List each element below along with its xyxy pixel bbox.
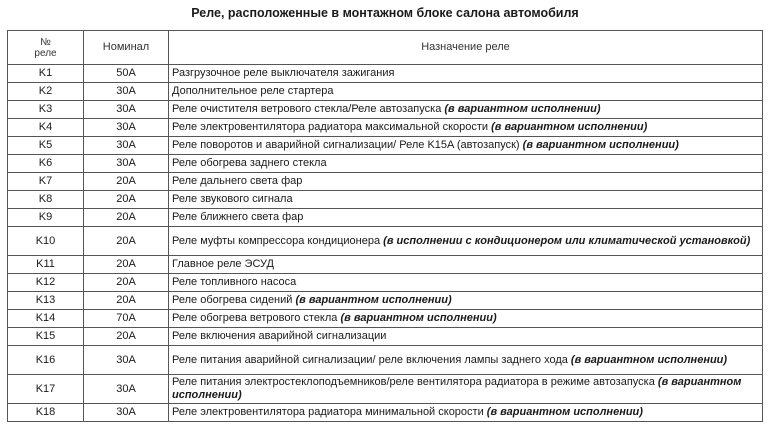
purpose-text: Реле обогрева сидений bbox=[172, 294, 296, 306]
purpose-text: Реле поворотов и аварийной сигнализации/ Реле K15A (автозапуск) bbox=[172, 139, 523, 151]
table-row bbox=[8, 65, 763, 83]
relay-purpose bbox=[169, 274, 763, 292]
header-purpose: Назначение реле bbox=[169, 31, 763, 65]
relay-rating: 50A bbox=[84, 65, 169, 83]
relay-id: K3 bbox=[8, 101, 84, 119]
relay-table bbox=[7, 30, 763, 422]
relay-id: K4 bbox=[8, 119, 84, 137]
table-row bbox=[8, 155, 763, 173]
purpose-text: Реле электровентилятора радиатора максимальной скорости bbox=[172, 121, 492, 133]
header-number-symbol: № bbox=[40, 36, 51, 48]
relay-id: K13 bbox=[8, 292, 84, 310]
relay-rating: 20A bbox=[84, 292, 169, 310]
purpose-text: Главное реле ЭСУД bbox=[172, 258, 274, 270]
header-number-label: реле bbox=[34, 47, 57, 59]
relay-rating: 20A bbox=[84, 256, 169, 274]
relay-purpose bbox=[169, 292, 763, 310]
relay-purpose bbox=[169, 119, 763, 137]
relay-purpose bbox=[169, 256, 763, 274]
purpose-text: Реле топливного насоса bbox=[172, 276, 297, 288]
purpose-note: (в вариантном исполнении) bbox=[522, 139, 679, 151]
relay-rating: 30A bbox=[84, 155, 169, 173]
purpose-text: Реле питания электростеклоподъемников/реле вентилятора радиатора в режиме автозапуска bbox=[172, 376, 658, 388]
table-row bbox=[8, 404, 763, 422]
relay-purpose bbox=[169, 83, 763, 101]
table-row bbox=[8, 256, 763, 274]
purpose-note: (в вариантном исполнении) bbox=[486, 406, 643, 418]
relay-purpose bbox=[169, 137, 763, 155]
purpose-text: Реле обогрева заднего стекла bbox=[172, 157, 327, 169]
relay-purpose bbox=[169, 328, 763, 346]
table-row bbox=[8, 375, 763, 404]
relay-rating: 30A bbox=[84, 375, 169, 404]
relay-rating: 20A bbox=[84, 173, 169, 191]
purpose-text: Реле звукового сигнала bbox=[172, 193, 293, 205]
relay-rating: 30A bbox=[84, 101, 169, 119]
relay-purpose bbox=[169, 155, 763, 173]
page-title: Реле, расположенные в монтажном блоке салона автомобиля bbox=[191, 6, 579, 20]
table-row bbox=[8, 83, 763, 101]
relay-purpose bbox=[169, 191, 763, 209]
relay-rating: 30A bbox=[84, 119, 169, 137]
relay-rating: 30A bbox=[84, 346, 169, 375]
relay-purpose bbox=[169, 404, 763, 422]
relay-id: K9 bbox=[8, 209, 84, 227]
relay-purpose bbox=[169, 209, 763, 227]
purpose-text: Реле электровентилятора радиатора минимальной скорости bbox=[172, 406, 487, 418]
purpose-text: Реле дальнего света фар bbox=[172, 175, 303, 187]
relay-purpose bbox=[169, 65, 763, 83]
purpose-note: (в вариантном исполнении) bbox=[444, 103, 601, 115]
header-rating: Номинал bbox=[84, 31, 169, 65]
purpose-note: (в вариантном исполнении) bbox=[172, 376, 742, 401]
relay-rating: 30A bbox=[84, 137, 169, 155]
purpose-text: Реле ближнего света фар bbox=[172, 211, 304, 223]
relay-id: K8 bbox=[8, 191, 84, 209]
purpose-text: Разгрузочное реле выключателя зажигания bbox=[172, 67, 395, 79]
table-header-row bbox=[8, 31, 763, 65]
purpose-note: (в исполнении с кондиционером или климатической установкой) bbox=[383, 234, 751, 247]
relay-id: K12 bbox=[8, 274, 84, 292]
purpose-note: (в вариантном исполнении) bbox=[491, 121, 648, 133]
table-row bbox=[8, 209, 763, 227]
table-row bbox=[8, 310, 763, 328]
relay-id: K1 bbox=[8, 65, 84, 83]
table-row bbox=[8, 101, 763, 119]
table-row bbox=[8, 328, 763, 346]
purpose-note: (в вариантном исполнении) bbox=[570, 353, 728, 366]
relay-rating: 20A bbox=[84, 191, 169, 209]
relay-id: K18 bbox=[8, 404, 84, 422]
relay-id: K17 bbox=[8, 375, 84, 404]
relay-rating: 20A bbox=[84, 227, 169, 256]
relay-rating: 30A bbox=[84, 83, 169, 101]
purpose-text: Реле включения аварийной сигнализации bbox=[172, 330, 387, 342]
table-row bbox=[8, 191, 763, 209]
relay-rating: 20A bbox=[84, 274, 169, 292]
table-row bbox=[8, 227, 763, 256]
header-number bbox=[8, 31, 84, 65]
relay-purpose bbox=[169, 173, 763, 191]
table-row bbox=[8, 274, 763, 292]
relay-id: K6 bbox=[8, 155, 84, 173]
relay-purpose bbox=[169, 346, 763, 375]
relay-id: K14 bbox=[8, 310, 84, 328]
relay-id: K7 bbox=[8, 173, 84, 191]
relay-rating: 70A bbox=[84, 310, 169, 328]
relay-rating: 30A bbox=[84, 404, 169, 422]
relay-purpose bbox=[169, 227, 763, 256]
relay-rating: 20A bbox=[84, 209, 169, 227]
table-row bbox=[8, 137, 763, 155]
table-row bbox=[8, 173, 763, 191]
table-row bbox=[8, 119, 763, 137]
purpose-text: Реле очистителя ветрового стекла/Реле автозапуска bbox=[172, 103, 445, 115]
relay-id: K5 bbox=[8, 137, 84, 155]
purpose-text: Реле обогрева ветрового стекла bbox=[172, 312, 341, 324]
purpose-note: (в вариантном исполнении) bbox=[340, 312, 497, 324]
purpose-text: Дополнительное реле стартера bbox=[172, 85, 334, 97]
purpose-text: Реле питания аварийной сигнализации/ реле включения лампы заднего хода bbox=[172, 353, 571, 366]
relay-purpose bbox=[169, 375, 763, 404]
relay-id: K10 bbox=[8, 227, 84, 256]
relay-id: K15 bbox=[8, 328, 84, 346]
relay-purpose bbox=[169, 101, 763, 119]
relay-purpose bbox=[169, 310, 763, 328]
table-row bbox=[8, 292, 763, 310]
relay-rating: 20A bbox=[84, 328, 169, 346]
purpose-note: (в вариантном исполнении) bbox=[295, 294, 452, 306]
table-row bbox=[8, 346, 763, 375]
relay-id: K16 bbox=[8, 346, 84, 375]
purpose-text: Реле муфты компрессора кондиционера bbox=[172, 234, 384, 247]
relay-id: K2 bbox=[8, 83, 84, 101]
relay-id: K11 bbox=[8, 256, 84, 274]
